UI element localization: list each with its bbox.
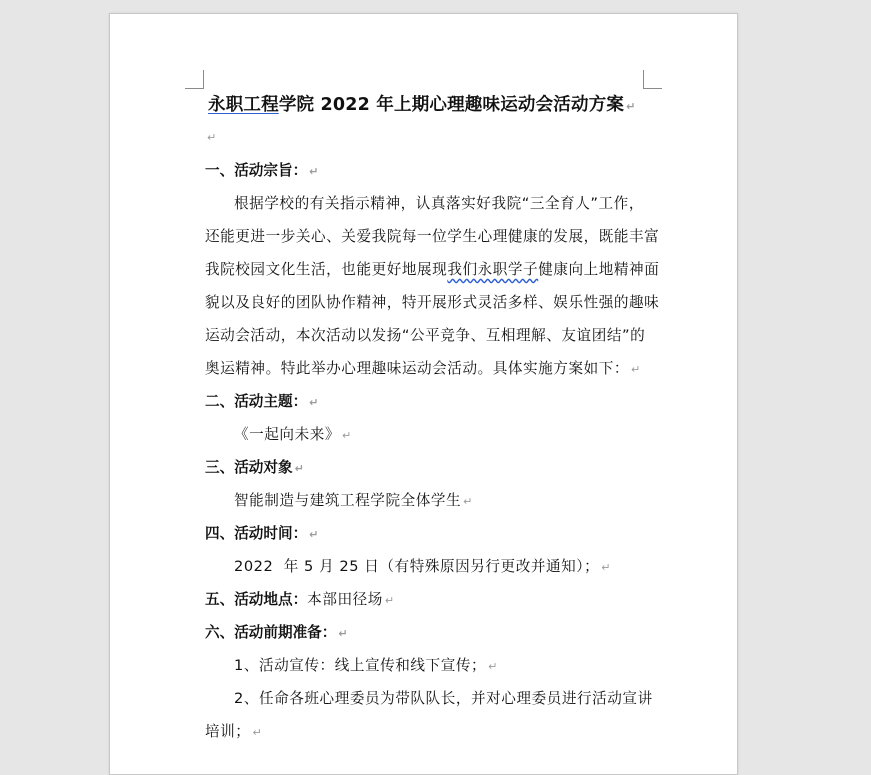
paragraph-mark-icon: ↵ (601, 561, 612, 574)
paragraph-mark-icon: ↵ (309, 528, 319, 541)
line-text: 奥运精神。特此举办心理趣味运动会活动。具体实施方案如下： (205, 360, 630, 377)
heading-text: 四、活动时间： (205, 525, 308, 542)
paragraph-mark-icon: ↵ (463, 495, 473, 508)
heading-text: 六、活动前期准备： (205, 624, 337, 641)
line-text: 根据学校的有关指示精神，认真落实好我院“三全育人”工作， (234, 195, 644, 212)
paragraph-mark-icon: ↵ (207, 131, 217, 144)
line-text: 本部田径场 (307, 591, 383, 608)
line-text: 培训； (205, 723, 251, 740)
line-text: 我院校园文化生活，也能更好地展现 (205, 261, 448, 278)
paragraph-mark-icon: ↵ (631, 363, 641, 376)
audience-content (234, 491, 473, 512)
margin-corner-top-right (643, 70, 662, 89)
line-text: 貌以及良好的团队协作精神，特开展形式灵活多样、娱乐性强的趣味 (205, 294, 660, 311)
paragraph-mark-icon: ↵ (626, 100, 636, 113)
line-text: 2022 年 5 月 25 日（有特殊原因另行更改并通知）； (234, 558, 600, 575)
paragraph-mark-icon: ↵ (309, 165, 319, 178)
heading-text: 三、活动对象 (205, 459, 293, 476)
paragraph-line (205, 227, 659, 247)
line-text: 《一起向未来》 (234, 426, 341, 443)
heading-text: 五、活动地点： (205, 591, 308, 608)
empty-paragraph (205, 127, 216, 148)
section-location (205, 590, 394, 611)
document-title (208, 95, 636, 117)
paragraph-line (205, 326, 645, 346)
paragraph-line (205, 359, 641, 380)
title-underlined-text: 永职工程 (208, 95, 279, 115)
prep-item (234, 656, 498, 677)
line-text: 智能制造与建筑工程学院全体学生 (234, 492, 462, 509)
theme-content (234, 425, 352, 446)
heading-text: 一、活动宗旨： (205, 162, 308, 179)
grammar-flagged-text: 我们永职学子 (447, 261, 539, 278)
line-text: 运动会活动，本次活动以发扬“公平竞争、互相理解、友谊团结”的 (205, 327, 646, 344)
section-heading-theme (205, 392, 318, 413)
paragraph-mark-icon: ↵ (342, 429, 352, 442)
paragraph-mark-icon: ↵ (294, 462, 304, 475)
paragraph-line (234, 194, 644, 214)
paragraph-line (205, 260, 659, 280)
prep-item-continuation (205, 722, 262, 743)
line-text: 1、活动宣传：线上宣传和线下宣传； (234, 657, 487, 674)
margin-corner-top-left (185, 70, 204, 89)
time-content (234, 557, 611, 578)
paragraph-mark-icon: ↵ (252, 726, 263, 739)
prep-item (234, 689, 653, 709)
line-text: 健康向上地精神面 (538, 261, 660, 278)
title-text: 学院 2022 年上期心理趣味运动会活动方案 (278, 95, 625, 115)
section-heading-purpose (205, 161, 318, 182)
heading-text: 二、活动主题： (205, 393, 308, 410)
paragraph-line (205, 293, 659, 313)
paragraph-mark-icon: ↵ (384, 594, 395, 607)
paragraph-mark-icon: ↵ (338, 627, 348, 640)
section-heading-preparation (205, 623, 348, 644)
line-text: 还能更进一步关心、关爱我院每一位学生心理健康的发展，既能丰富 (205, 228, 660, 245)
paragraph-mark-icon: ↵ (309, 396, 319, 409)
line-text: 2、任命各班心理委员为带队队长，并对心理委员进行活动宣讲 (234, 690, 653, 707)
paragraph-mark-icon: ↵ (488, 660, 498, 673)
section-heading-audience (205, 458, 304, 479)
section-heading-time (205, 524, 318, 545)
